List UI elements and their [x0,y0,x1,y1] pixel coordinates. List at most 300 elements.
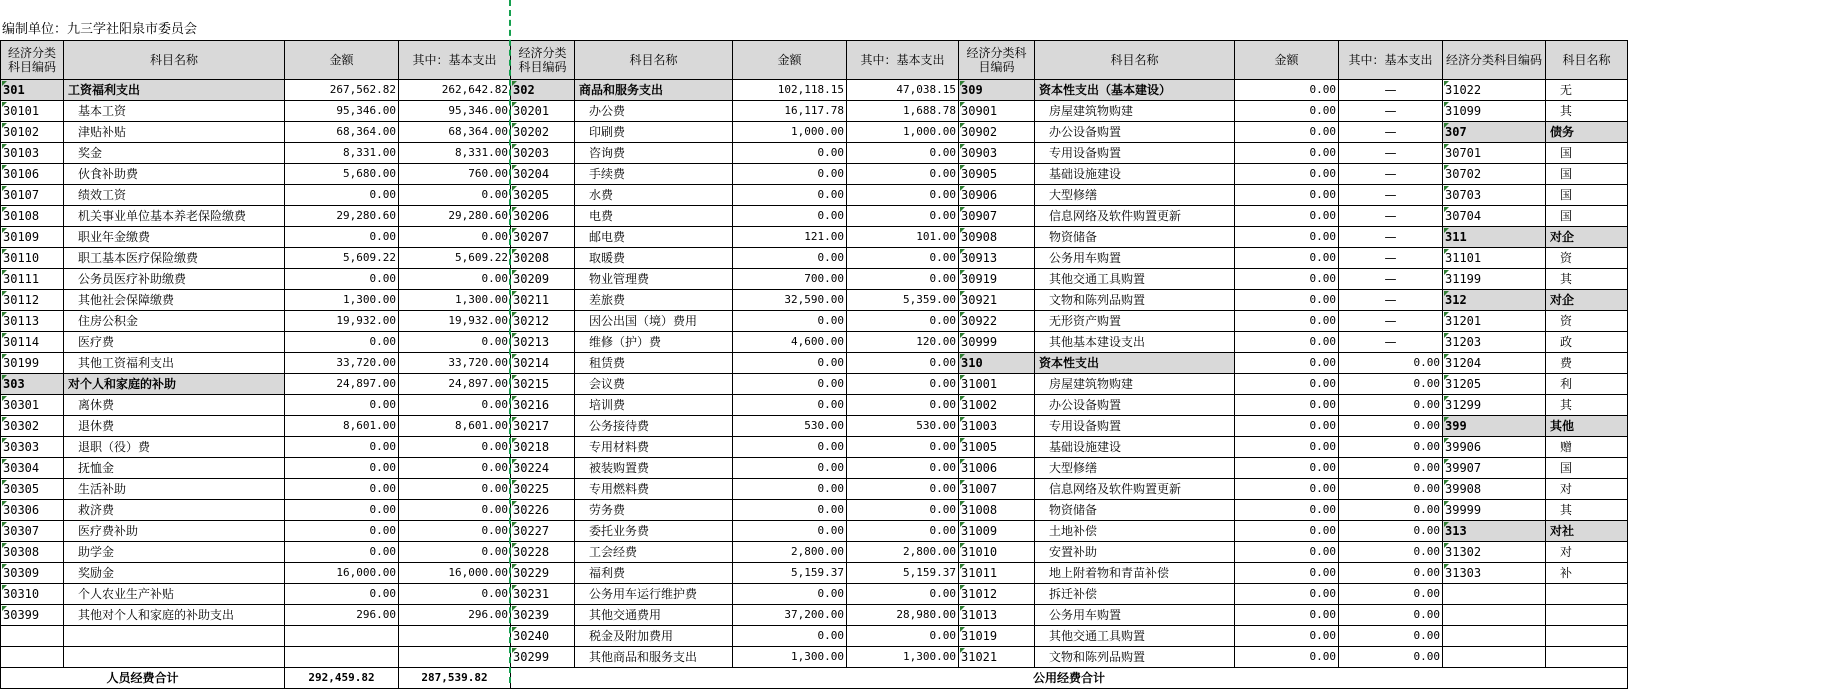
basic-cell[interactable]: — [1339,311,1443,332]
code-cell[interactable]: 31099 [1443,101,1546,122]
code-cell[interactable]: 30201 [511,101,575,122]
basic-cell[interactable]: 5,159.37 [847,563,959,584]
code-cell[interactable]: 30240 [511,626,575,647]
header-cell[interactable]: 经济分类科目编码 [1443,41,1546,80]
name-cell[interactable]: 物资储备 [1035,500,1235,521]
code-cell[interactable]: 30226 [511,500,575,521]
basic-cell[interactable]: 0.00 [1339,353,1443,374]
amount-cell[interactable]: 0.00 [733,206,847,227]
name-cell[interactable]: 税金及附加费用 [575,626,733,647]
code-cell[interactable]: 30703 [1443,185,1546,206]
name-cell[interactable]: 退职（役）费 [64,437,285,458]
code-cell[interactable]: 39907 [1443,458,1546,479]
name-cell[interactable]: 印刷费 [575,122,733,143]
code-cell[interactable]: 30702 [1443,164,1546,185]
code-cell[interactable]: 303 [1,374,64,395]
code-cell[interactable]: 31019 [959,626,1035,647]
code-cell[interactable]: 30999 [959,332,1035,353]
name-cell[interactable]: 其 [1546,269,1628,290]
code-cell[interactable]: 31201 [1443,311,1546,332]
name-cell[interactable]: 医疗费 [64,332,285,353]
amount-cell[interactable]: 19,932.00 [285,311,399,332]
name-cell[interactable]: 办公设备购置 [1035,122,1235,143]
name-cell[interactable]: 工会经费 [575,542,733,563]
basic-cell[interactable]: 8,331.00 [399,143,511,164]
amount-cell[interactable]: 0.00 [1235,269,1339,290]
name-cell[interactable]: 机关事业单位基本养老保险缴费 [64,206,285,227]
code-cell[interactable]: 31303 [1443,563,1546,584]
code-cell[interactable]: 31008 [959,500,1035,521]
basic-cell[interactable]: 0.00 [847,248,959,269]
basic-cell[interactable]: 0.00 [847,458,959,479]
amount-cell[interactable]: 0.00 [1235,248,1339,269]
amount-cell[interactable]: 5,680.00 [285,164,399,185]
amount-cell[interactable]: 16,000.00 [285,563,399,584]
name-cell[interactable]: 国 [1546,458,1628,479]
code-cell[interactable]: 311 [1443,227,1546,248]
personnel-total-amount[interactable]: 292,459.82 [285,668,399,689]
basic-cell[interactable]: — [1339,290,1443,311]
code-cell[interactable]: 30217 [511,416,575,437]
amount-cell[interactable]: 0.00 [733,395,847,416]
basic-cell[interactable]: 0.00 [1339,542,1443,563]
name-cell[interactable]: 对企 [1546,290,1628,311]
name-cell[interactable]: 其他社会保障缴费 [64,290,285,311]
basic-cell[interactable]: — [1339,80,1443,101]
code-cell[interactable]: 30919 [959,269,1035,290]
name-cell[interactable]: 抚恤金 [64,458,285,479]
basic-cell[interactable]: — [1339,143,1443,164]
code-cell[interactable]: 30203 [511,143,575,164]
code-cell[interactable]: 30209 [511,269,575,290]
amount-cell[interactable]: 0.00 [1235,164,1339,185]
header-cell[interactable]: 金额 [1235,41,1339,80]
code-cell[interactable]: 302 [511,80,575,101]
amount-cell[interactable]: 0.00 [285,437,399,458]
name-cell[interactable]: 其 [1546,395,1628,416]
code-cell[interactable]: 30302 [1,416,64,437]
basic-cell[interactable]: 0.00 [399,458,511,479]
amount-cell[interactable]: 0.00 [285,584,399,605]
header-cell[interactable]: 其中：基本支出 [847,41,959,80]
basic-cell[interactable]: 0.00 [847,311,959,332]
basic-cell[interactable]: 0.00 [1339,584,1443,605]
name-cell[interactable]: 奖金 [64,143,285,164]
code-cell[interactable]: 31011 [959,563,1035,584]
name-cell[interactable]: 对 [1546,542,1628,563]
amount-cell[interactable]: 0.00 [1235,185,1339,206]
name-cell[interactable]: 生活补助 [64,479,285,500]
name-cell[interactable]: 资本性支出（基本建设） [1035,80,1235,101]
basic-cell[interactable]: 0.00 [399,185,511,206]
amount-cell[interactable]: 1,000.00 [733,122,847,143]
name-cell[interactable] [1546,584,1628,605]
basic-cell[interactable]: 0.00 [1339,647,1443,668]
code-cell[interactable]: 30199 [1,353,64,374]
code-cell[interactable]: 310 [959,353,1035,374]
name-cell[interactable]: 安置补助 [1035,542,1235,563]
amount-cell[interactable]: 0.00 [733,143,847,164]
amount-cell[interactable]: 8,601.00 [285,416,399,437]
name-cell[interactable]: 大型修缮 [1035,458,1235,479]
code-cell[interactable]: 31010 [959,542,1035,563]
code-cell[interactable] [1443,605,1546,626]
amount-cell[interactable]: 0.00 [285,332,399,353]
code-cell[interactable]: 30218 [511,437,575,458]
header-cell[interactable]: 其中：基本支出 [399,41,511,80]
amount-cell[interactable]: 0.00 [1235,521,1339,542]
basic-cell[interactable]: 5,609.22 [399,248,511,269]
amount-cell[interactable]: 121.00 [733,227,847,248]
name-cell[interactable]: 信息网络及软件购置更新 [1035,206,1235,227]
amount-cell[interactable]: 0.00 [733,584,847,605]
code-cell[interactable] [1,626,64,647]
name-cell[interactable]: 基础设施建设 [1035,437,1235,458]
code-cell[interactable]: 31302 [1443,542,1546,563]
basic-cell[interactable]: — [1339,206,1443,227]
amount-cell[interactable]: 0.00 [733,626,847,647]
name-cell[interactable]: 取暖费 [575,248,733,269]
code-cell[interactable]: 30310 [1,584,64,605]
basic-cell[interactable]: 0.00 [399,395,511,416]
name-cell[interactable]: 信息网络及软件购置更新 [1035,479,1235,500]
code-cell[interactable]: 30305 [1,479,64,500]
name-cell[interactable]: 物资储备 [1035,227,1235,248]
amount-cell[interactable]: 0.00 [1235,206,1339,227]
basic-cell[interactable]: — [1339,332,1443,353]
name-cell[interactable]: 其他 [1546,416,1628,437]
amount-cell[interactable]: 0.00 [1235,479,1339,500]
code-cell[interactable]: 30111 [1,269,64,290]
name-cell[interactable]: 办公费 [575,101,733,122]
basic-cell[interactable]: 0.00 [847,395,959,416]
name-cell[interactable]: 咨询费 [575,143,733,164]
name-cell[interactable]: 其他工资福利支出 [64,353,285,374]
code-cell[interactable]: 30907 [959,206,1035,227]
basic-cell[interactable]: 28,980.00 [847,605,959,626]
name-cell[interactable]: 基础设施建设 [1035,164,1235,185]
basic-cell[interactable]: 0.00 [847,374,959,395]
code-cell[interactable]: 30213 [511,332,575,353]
code-cell[interactable]: 30704 [1443,206,1546,227]
code-cell[interactable]: 31204 [1443,353,1546,374]
basic-cell[interactable]: 0.00 [847,185,959,206]
basic-cell[interactable]: 0.00 [399,437,511,458]
code-cell[interactable]: 31205 [1443,374,1546,395]
code-cell[interactable]: 39999 [1443,500,1546,521]
code-cell[interactable]: 301 [1,80,64,101]
basic-cell[interactable]: 24,897.00 [399,374,511,395]
name-cell[interactable] [1546,647,1628,668]
name-cell[interactable]: 其 [1546,101,1628,122]
basic-cell[interactable]: 33,720.00 [399,353,511,374]
name-cell[interactable]: 差旅费 [575,290,733,311]
code-cell[interactable]: 31009 [959,521,1035,542]
basic-cell[interactable] [399,626,511,647]
name-cell[interactable]: 手续费 [575,164,733,185]
amount-cell[interactable]: 102,118.15 [733,80,847,101]
code-cell[interactable]: 30224 [511,458,575,479]
code-cell[interactable]: 30109 [1,227,64,248]
name-cell[interactable]: 维修（护）费 [575,332,733,353]
amount-cell[interactable]: 8,331.00 [285,143,399,164]
name-cell[interactable]: 专用设备购置 [1035,416,1235,437]
basic-cell[interactable]: 0.00 [847,164,959,185]
amount-cell[interactable]: 0.00 [1235,122,1339,143]
basic-cell[interactable]: 0.00 [847,584,959,605]
code-cell[interactable]: 31021 [959,647,1035,668]
name-cell[interactable]: 对个人和家庭的补助 [64,374,285,395]
basic-cell[interactable]: 0.00 [1339,479,1443,500]
code-cell[interactable]: 307 [1443,122,1546,143]
code-cell[interactable] [1443,647,1546,668]
code-cell[interactable]: 30308 [1,542,64,563]
code-cell[interactable]: 30114 [1,332,64,353]
code-cell[interactable]: 30202 [511,122,575,143]
name-cell[interactable]: 文物和陈列品购置 [1035,647,1235,668]
code-cell[interactable] [1443,626,1546,647]
amount-cell[interactable]: 33,720.00 [285,353,399,374]
code-cell[interactable]: 30225 [511,479,575,500]
name-cell[interactable]: 费 [1546,353,1628,374]
basic-cell[interactable]: — [1339,101,1443,122]
name-cell[interactable]: 津贴补贴 [64,122,285,143]
amount-cell[interactable]: 0.00 [733,311,847,332]
name-cell[interactable]: 绩效工资 [64,185,285,206]
name-cell[interactable]: 国 [1546,164,1628,185]
name-cell[interactable]: 电费 [575,206,733,227]
code-cell[interactable]: 30212 [511,311,575,332]
name-cell[interactable]: 医疗费补助 [64,521,285,542]
code-cell[interactable]: 31199 [1443,269,1546,290]
code-cell[interactable]: 399 [1443,416,1546,437]
code-cell[interactable]: 30903 [959,143,1035,164]
amount-cell[interactable]: 0.00 [1235,101,1339,122]
basic-cell[interactable]: 0.00 [847,206,959,227]
amount-cell[interactable]: 16,117.78 [733,101,847,122]
basic-cell[interactable]: 0.00 [847,521,959,542]
code-cell[interactable]: 30228 [511,542,575,563]
code-cell[interactable]: 30307 [1,521,64,542]
name-cell[interactable]: 其他商品和服务支出 [575,647,733,668]
amount-cell[interactable]: 0.00 [733,185,847,206]
amount-cell[interactable] [285,647,399,668]
name-cell[interactable]: 资 [1546,248,1628,269]
code-cell[interactable]: 30208 [511,248,575,269]
amount-cell[interactable]: 0.00 [1235,437,1339,458]
amount-cell[interactable]: 0.00 [1235,542,1339,563]
header-cell[interactable]: 科目名称 [64,41,285,80]
basic-cell[interactable]: 101.00 [847,227,959,248]
name-cell[interactable]: 对企 [1546,227,1628,248]
amount-cell[interactable]: 0.00 [1235,395,1339,416]
basic-cell[interactable]: 0.00 [1339,626,1443,647]
basic-cell[interactable]: 1,300.00 [847,647,959,668]
code-cell[interactable]: 30303 [1,437,64,458]
code-cell[interactable]: 31203 [1443,332,1546,353]
basic-cell[interactable]: 0.00 [1339,563,1443,584]
basic-cell[interactable]: 120.00 [847,332,959,353]
name-cell[interactable]: 国 [1546,143,1628,164]
header-cell[interactable]: 科目名称 [1546,41,1628,80]
basic-cell[interactable]: 296.00 [399,605,511,626]
amount-cell[interactable]: 0.00 [1235,605,1339,626]
basic-cell[interactable]: 0.00 [399,521,511,542]
amount-cell[interactable]: 0.00 [285,395,399,416]
basic-cell[interactable]: 0.00 [1339,500,1443,521]
code-cell[interactable]: 30922 [959,311,1035,332]
name-cell[interactable]: 政 [1546,332,1628,353]
code-cell[interactable]: 30207 [511,227,575,248]
code-cell[interactable]: 30204 [511,164,575,185]
basic-cell[interactable]: 0.00 [1339,458,1443,479]
code-cell[interactable]: 39906 [1443,437,1546,458]
code-cell[interactable]: 30227 [511,521,575,542]
header-cell[interactable]: 金额 [733,41,847,80]
name-cell[interactable]: 基本工资 [64,101,285,122]
amount-cell[interactable]: 0.00 [285,227,399,248]
name-cell[interactable]: 专用燃料费 [575,479,733,500]
code-cell[interactable]: 313 [1443,521,1546,542]
amount-cell[interactable]: 37,200.00 [733,605,847,626]
code-cell[interactable]: 30908 [959,227,1035,248]
code-cell[interactable]: 30113 [1,311,64,332]
basic-cell[interactable]: 47,038.15 [847,80,959,101]
amount-cell[interactable]: 95,346.00 [285,101,399,122]
basic-cell[interactable]: 0.00 [399,479,511,500]
amount-cell[interactable]: 0.00 [285,458,399,479]
code-cell[interactable]: 30301 [1,395,64,416]
basic-cell[interactable]: 95,346.00 [399,101,511,122]
name-cell[interactable]: 其他对个人和家庭的补助支出 [64,605,285,626]
name-cell[interactable]: 专用设备购置 [1035,143,1235,164]
basic-cell[interactable]: 0.00 [1339,521,1443,542]
code-cell[interactable]: 30211 [511,290,575,311]
amount-cell[interactable]: 2,800.00 [733,542,847,563]
amount-cell[interactable] [285,626,399,647]
basic-cell[interactable]: 530.00 [847,416,959,437]
code-cell[interactable]: 30921 [959,290,1035,311]
name-cell[interactable]: 办公设备购置 [1035,395,1235,416]
header-cell[interactable]: 其中：基本支出 [1339,41,1443,80]
basic-cell[interactable]: 5,359.00 [847,290,959,311]
code-cell[interactable]: 312 [1443,290,1546,311]
name-cell[interactable]: 离休费 [64,395,285,416]
basic-cell[interactable]: 1,000.00 [847,122,959,143]
name-cell[interactable]: 退休费 [64,416,285,437]
name-cell[interactable]: 对 [1546,479,1628,500]
amount-cell[interactable]: 0.00 [285,521,399,542]
name-cell[interactable]: 公务用车购置 [1035,605,1235,626]
basic-cell[interactable]: 0.00 [847,143,959,164]
name-cell[interactable]: 租赁费 [575,353,733,374]
code-cell[interactable]: 30112 [1,290,64,311]
code-cell[interactable]: 30101 [1,101,64,122]
basic-cell[interactable]: 0.00 [399,227,511,248]
code-cell[interactable]: 39908 [1443,479,1546,500]
code-cell[interactable]: 30102 [1,122,64,143]
code-cell[interactable]: 31012 [959,584,1035,605]
code-cell[interactable]: 31022 [1443,80,1546,101]
code-cell[interactable]: 30306 [1,500,64,521]
code-cell[interactable]: 30399 [1,605,64,626]
basic-cell[interactable]: — [1339,185,1443,206]
basic-cell[interactable]: 8,601.00 [399,416,511,437]
amount-cell[interactable]: 0.00 [1235,584,1339,605]
basic-cell[interactable]: 0.00 [847,437,959,458]
basic-cell[interactable]: 2,800.00 [847,542,959,563]
header-cell[interactable]: 金额 [285,41,399,80]
amount-cell[interactable]: 24,897.00 [285,374,399,395]
name-cell[interactable]: 物业管理费 [575,269,733,290]
name-cell[interactable]: 资本性支出 [1035,353,1235,374]
amount-cell[interactable]: 32,590.00 [733,290,847,311]
amount-cell[interactable]: 296.00 [285,605,399,626]
amount-cell[interactable]: 1,300.00 [733,647,847,668]
basic-cell[interactable]: 0.00 [847,500,959,521]
basic-cell[interactable]: — [1339,269,1443,290]
basic-cell[interactable]: 0.00 [1339,605,1443,626]
name-cell[interactable]: 无形资产购置 [1035,311,1235,332]
name-cell[interactable]: 被装购置费 [575,458,733,479]
name-cell[interactable]: 公务用车购置 [1035,248,1235,269]
amount-cell[interactable]: 5,159.37 [733,563,847,584]
name-cell[interactable]: 其他基本建设支出 [1035,332,1235,353]
code-cell[interactable]: 31007 [959,479,1035,500]
name-cell[interactable]: 债务 [1546,122,1628,143]
code-cell[interactable]: 31101 [1443,248,1546,269]
code-cell[interactable]: 30906 [959,185,1035,206]
header-cell[interactable]: 科目名称 [1035,41,1235,80]
name-cell[interactable]: 劳务费 [575,500,733,521]
amount-cell[interactable]: 0.00 [1235,227,1339,248]
basic-cell[interactable]: 0.00 [399,542,511,563]
basic-cell[interactable]: 0.00 [847,626,959,647]
amount-cell[interactable]: 530.00 [733,416,847,437]
name-cell[interactable]: 委托业务费 [575,521,733,542]
code-cell[interactable]: 30701 [1443,143,1546,164]
amount-cell[interactable]: 1,300.00 [285,290,399,311]
public-total-label[interactable]: 公用经费合计 [511,668,1628,689]
amount-cell[interactable]: 0.00 [1235,332,1339,353]
code-cell[interactable]: 31002 [959,395,1035,416]
code-cell[interactable]: 30108 [1,206,64,227]
amount-cell[interactable]: 0.00 [1235,353,1339,374]
code-cell[interactable]: 30106 [1,164,64,185]
basic-cell[interactable] [399,647,511,668]
code-cell[interactable]: 30309 [1,563,64,584]
header-cell[interactable]: 科目名称 [575,41,733,80]
code-cell[interactable]: 30239 [511,605,575,626]
name-cell[interactable]: 国 [1546,185,1628,206]
amount-cell[interactable]: 700.00 [733,269,847,290]
amount-cell[interactable]: 0.00 [733,521,847,542]
code-cell[interactable]: 31005 [959,437,1035,458]
amount-cell[interactable]: 0.00 [1235,416,1339,437]
basic-cell[interactable]: 1,300.00 [399,290,511,311]
amount-cell[interactable]: 0.00 [1235,626,1339,647]
code-cell[interactable]: 30206 [511,206,575,227]
code-cell[interactable]: 30107 [1,185,64,206]
code-cell[interactable]: 31299 [1443,395,1546,416]
name-cell[interactable]: 水费 [575,185,733,206]
amount-cell[interactable]: 0.00 [1235,374,1339,395]
basic-cell[interactable]: 19,932.00 [399,311,511,332]
code-cell[interactable]: 31003 [959,416,1035,437]
name-cell[interactable]: 文物和陈列品购置 [1035,290,1235,311]
code-cell[interactable]: 30103 [1,143,64,164]
name-cell[interactable]: 职工基本医疗保险缴费 [64,248,285,269]
